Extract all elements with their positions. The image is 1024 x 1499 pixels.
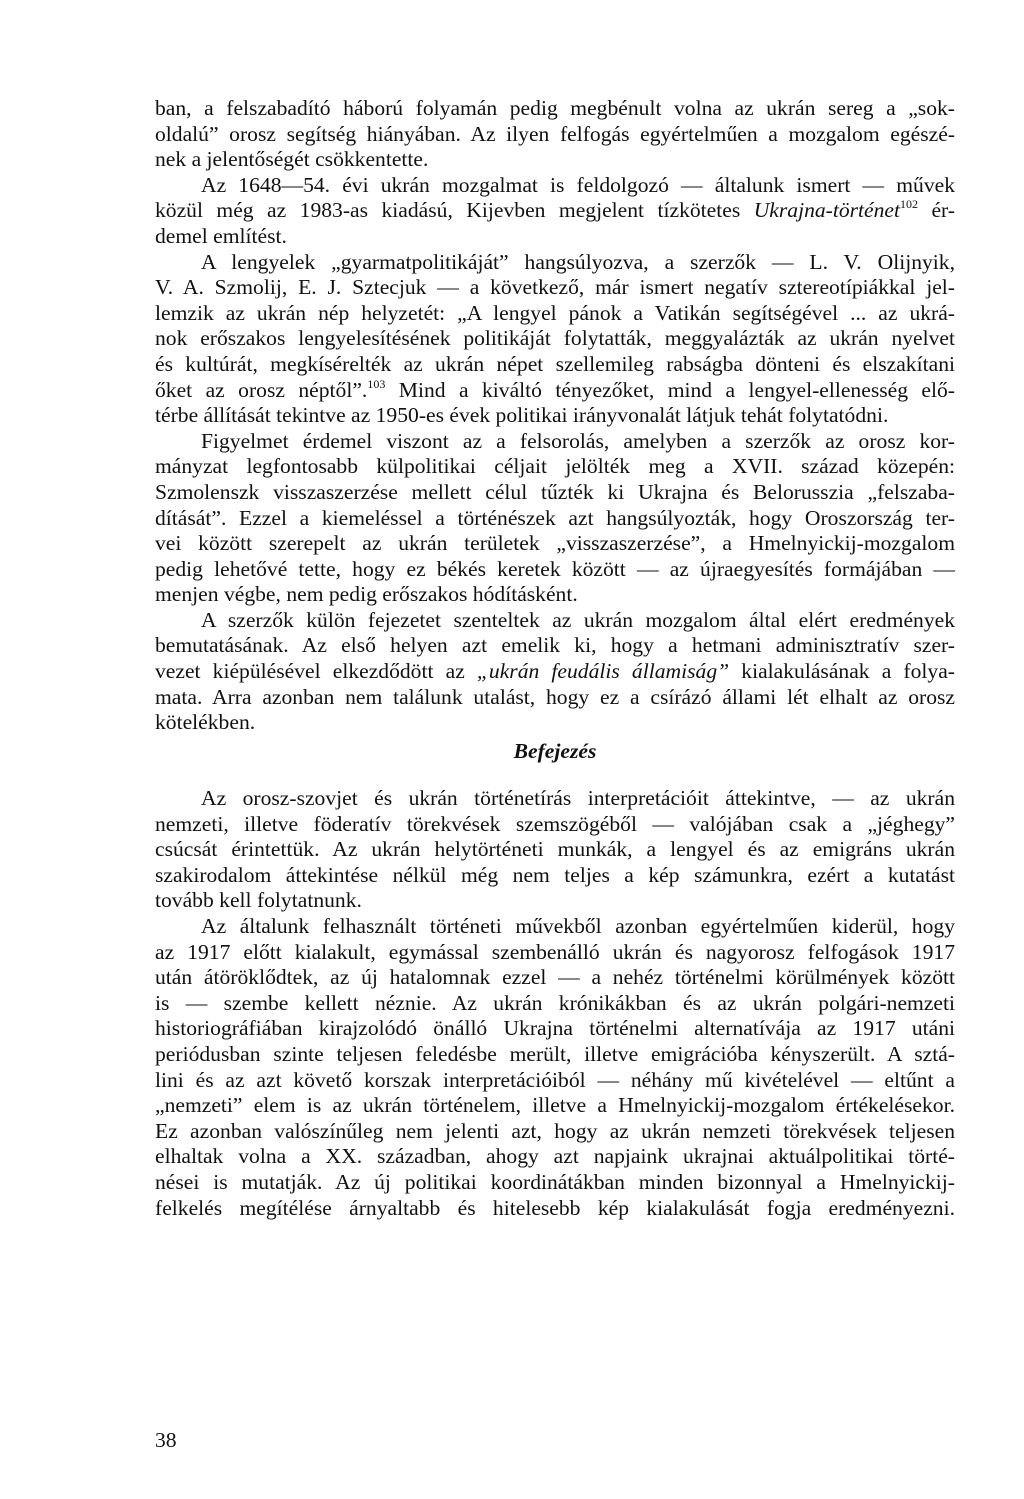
paragraph-2-line-3: demel említést. <box>155 223 287 248</box>
paragraph-4-line-4: dítását”. Ezzel a kiemeléssel a történészek azt hangsúlyozták, hogy Oroszország ter- <box>155 505 955 530</box>
paragraph-7-line-3: után átöröklődtek, az új hatalomnak ezzel — a nehéz történelmi körülmények között <box>155 965 955 990</box>
paragraph-7-line-5: historiográfiában kirajzolódó önálló Ukrajna történelmi alternatívája az 1917 utáni <box>155 1016 955 1041</box>
paragraph-4-line-5: vei között szerepelt az ukrán területek „visszaszerzése”, a Hmelnyickij-mozgalom <box>155 531 955 556</box>
footnote-ref-102: 102 <box>900 197 919 212</box>
paragraph-1-line-2: oldalú” orosz segítség hiányában. Az ilyen felfogás egyértelműen a mozgalom egészé- <box>155 121 955 146</box>
paragraph-2-line-1: Az 1648—54. évi ukrán mozgalmat is feldolgozó — általunk ismert — művek <box>201 172 955 197</box>
paragraph-7-line-8: „nemzeti” elem is az ukrán történelem, illetve a Hmelnyickij-mozgalom értékelésekor. <box>155 1093 955 1118</box>
page-body <box>155 96 955 1220</box>
paragraph-3-line-5: és kultúrát, megkísérelték az ukrán népet szellemileg rabságba dönteni és elszakítani <box>155 351 955 376</box>
paragraph-7-line-10: elhaltak volna a XX. században, ahogy azt napjaink ukrajnai aktuálpolitikai törté- <box>155 1144 955 1169</box>
paragraph-6-line-1: Az orosz-szovjet és ukrán történetírás interpretációit áttekintve, — az ukrán <box>201 786 955 810</box>
paragraph-2-line-2: közül még az 1983-as kiadású, Kijevben megjelent tízkötetes Ukrajna-történet$^{102}$ ér- <box>155 197 955 223</box>
paragraph-7-line-6: periódusban szinte teljesen feledésbe merült, illetve emigrációba kényszerült. A sztá- <box>155 1041 955 1066</box>
paragraph-5-line-3: vezet kiépülésével elkezdődött az „ukrán feudális államiság” kialakulásának a folya- <box>155 659 955 684</box>
paragraph-3-line-3: lemzik az ukrán nép helyzetét: „A lengyel pánok a Vatikán segítségével ... az ukrá- <box>155 300 955 325</box>
cited-title: Ukrajna-történet <box>753 198 901 223</box>
paragraph-7-line-7: lini és az azt követő korszak interpretációiból — néhány mű kivételével — eltűnt a <box>155 1067 955 1092</box>
emphasized-term: „ukrán feudális államiság” <box>476 659 730 684</box>
paragraph-3-line-1: A lengyelek „gyarmatpolitikáját” hangsúlyozva, a szerzők — L. V. Olijnyik, <box>201 249 955 274</box>
paragraph-5-line-2: bemutatásának. Az első helyen azt emelik ki, hogy a hetmani adminisztratív szer- <box>155 633 955 658</box>
paragraph-1-line-3: nek a jelentőségét csökkentette. <box>155 147 429 172</box>
paragraph-3-line-2: V. A. Szmolij, E. J. Sztecjuk — a következő, már ismert negatív sztereotípiákkal jel- <box>155 275 955 300</box>
page-number: 38 <box>155 1428 177 1452</box>
paragraph-4-line-7: menjen végbe, nem pedig erőszakos hódításként. <box>155 582 578 607</box>
paragraph-4-line-3: Szmolenszk visszaszerzése mellett célul tűzték ki Ukrajna és Belorusszia „felszaba- <box>155 479 955 504</box>
paragraph-7-line-12: felkelés megítélése árnyaltabb és hitelesebb kép kialakulását fogja eredményezni. <box>155 1195 955 1220</box>
section-heading: Befejezés <box>513 739 597 763</box>
footnote-ref-103: 103 <box>367 376 386 391</box>
paragraph-1-line-1: ban, a felszabadító háború folyamán pedig megbénult volna az ukrán sereg a „sok- <box>155 96 955 120</box>
paragraph-7-line-9: Ez azonban valószínűleg nem jelenti azt, hogy az ukrán nemzeti törekvések teljesen <box>155 1118 955 1143</box>
paragraph-4-line-1: Figyelmet érdemel viszont az a felsorolás, amelyben a szerzők az orosz kor- <box>201 428 955 453</box>
paragraph-4-line-2: mányzat legfontosabb külpolitikai céljait jelölték meg a XVII. század közepén: <box>155 454 955 479</box>
paragraph-7-line-1: Az általunk felhasznált történeti művekből azonban egyértelműen kiderül, hogy <box>201 913 955 938</box>
paragraph-7-line-11: nései is mutatják. Az új politikai koordinátákban minden bizonnyal a Hmelnyickij- <box>155 1169 955 1194</box>
paragraph-7-line-2: az 1917 előtt kialakult, egymással szembenálló ukrán és nagyorosz felfogások 1917 <box>155 939 955 964</box>
paragraph-6-line-5: tovább kell folytatnunk. <box>155 888 362 913</box>
paragraph-6-line-2: nemzeti, illetve föderatív törekvések szemszögéből — valójában csak a „jéghegy” <box>155 811 955 836</box>
paragraph-7-line-4: is — szembe kellett néznie. Az ukrán krónikákban és az ukrán polgári-nemzeti <box>155 990 955 1015</box>
paragraph-3-line-7: térbe állítását tekintve az 1950-es évek politikai irányvonalát látjuk tehát folytatódni. <box>155 403 889 428</box>
conclusion-section <box>155 786 955 1221</box>
paragraph-4-line-6: pedig lehetővé tette, hogy ez békés keretek között — az újraegyesítés formájában — <box>155 556 955 581</box>
paragraph-6-line-4: szakirodalom áttekintése nélkül még nem teljes a kép számunkra, ezért a kutatást <box>155 862 955 887</box>
paragraph-5-line-5: kötelékben. <box>155 710 256 735</box>
paragraph-3-line-4: nok erőszakos lengyelesítésének politikáját folytatták, meggyalázták az ukrán nyelvet <box>155 326 955 351</box>
paragraph-6-line-3: csúcsát érintettük. Az ukrán helytörténeti munkák, a lengyel és az emigráns ukrán <box>155 837 955 862</box>
paragraph-5-line-1: A szerzők külön fejezetet szenteltek az ukrán mozgalom által elért eredmények <box>201 607 955 632</box>
paragraph-3-line-6: őket az orosz néptől”.$^{103}$ Mind a kiváltó tényezőket, mind a lengyel-ellenesség elő- <box>155 376 955 402</box>
paragraph-5-line-4: mata. Arra azonban nem találunk utalást, hogy ez a csírázó állami lét elhalt az orosz <box>155 684 955 709</box>
